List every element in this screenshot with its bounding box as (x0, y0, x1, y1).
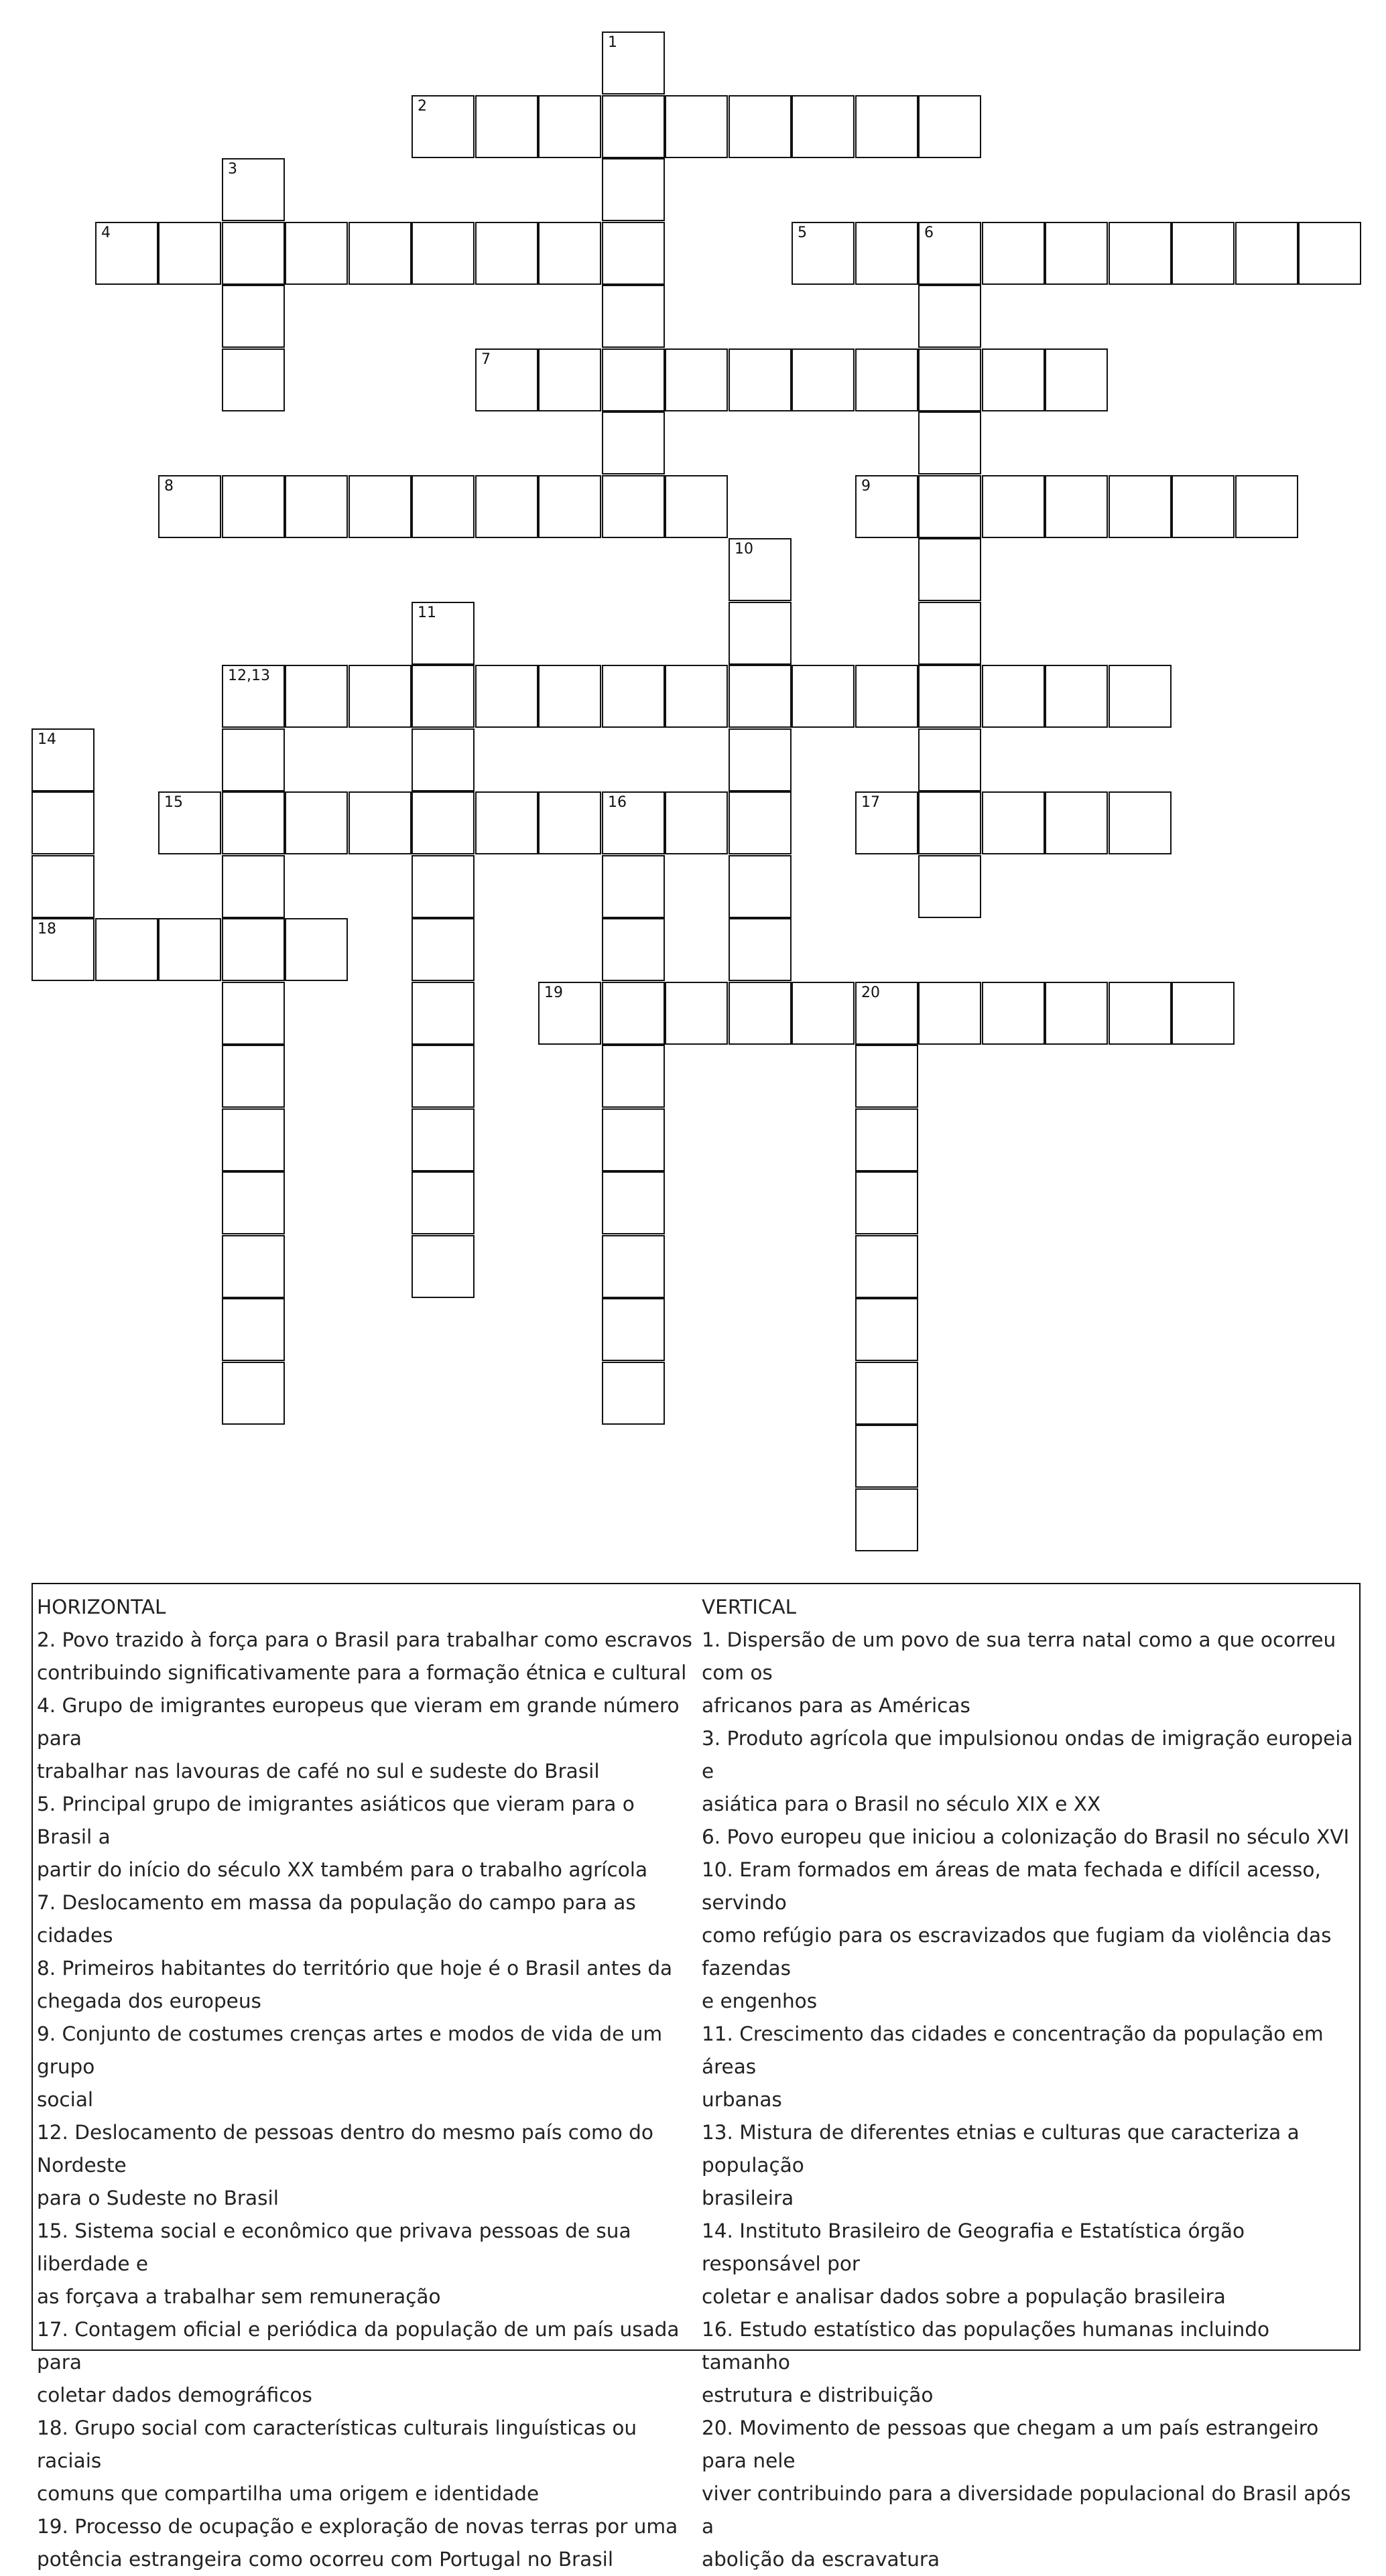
vertical-clue-line: 10. Eram formados em áreas de mata fechada e difícil acesso, servindo (702, 1858, 1321, 1914)
grid-cell[interactable] (95, 222, 158, 285)
grid-cell[interactable] (665, 982, 728, 1045)
grid-cell[interactable] (412, 475, 475, 538)
grid-cell[interactable] (918, 285, 981, 348)
horizontal-clue-line: as forçava a trabalhar sem remuneração (37, 2285, 441, 2308)
vertical-clue-line: 1. Dispersão de um povo de sua terra natal como a que ocorreu com os (702, 1628, 1336, 1684)
grid-cell[interactable] (475, 348, 538, 411)
grid-cell[interactable] (538, 791, 601, 854)
grid-cell[interactable] (412, 222, 475, 285)
grid-cell[interactable] (222, 918, 285, 981)
grid-cell[interactable] (538, 665, 601, 728)
clue-number: 6 (924, 224, 934, 241)
grid-cell[interactable] (285, 222, 348, 285)
grid-cell[interactable] (1045, 665, 1108, 728)
grid-cell[interactable] (729, 855, 792, 918)
vertical-clue-line: urbanas (702, 2088, 782, 2111)
grid-cell[interactable] (412, 728, 475, 791)
grid-cell[interactable] (412, 982, 475, 1045)
horizontal-clue-line: coletar dados demográficos (37, 2384, 312, 2406)
horizontal-clue-line: comuns que compartilha uma origem e identidade (37, 2482, 540, 2505)
clue-number: 19 (544, 984, 563, 1001)
clue-number: 1 (608, 34, 617, 51)
grid-cell[interactable] (918, 95, 981, 158)
grid-cell[interactable] (158, 222, 221, 285)
grid-cell[interactable] (412, 1108, 475, 1171)
grid-cell[interactable] (729, 538, 792, 601)
horizontal-clue-line: 12. Deslocamento de pessoas dentro do mesmo país como do Nordeste (37, 2121, 653, 2177)
grid-cell[interactable] (855, 1108, 918, 1171)
grid-cell[interactable] (982, 791, 1045, 854)
grid-cell[interactable] (918, 728, 981, 791)
grid-cell[interactable] (32, 855, 94, 918)
grid-cell[interactable] (602, 1298, 665, 1361)
grid-cell[interactable] (1109, 791, 1172, 854)
grid-cell[interactable] (222, 665, 285, 728)
grid-cell[interactable] (855, 95, 918, 158)
grid-cell[interactable] (982, 348, 1045, 411)
grid-cell[interactable] (729, 791, 792, 854)
grid-cell[interactable] (729, 665, 792, 728)
grid-cell[interactable] (222, 982, 285, 1045)
grid-cell[interactable] (982, 665, 1045, 728)
grid-cell[interactable] (792, 222, 855, 285)
grid-cell[interactable] (538, 222, 601, 285)
grid-cell[interactable] (855, 348, 918, 411)
grid-cell[interactable] (602, 1171, 665, 1234)
horizontal-clue-line: 17. Contagem oficial e periódica da população de um país usada para (37, 2318, 680, 2374)
grid-cell[interactable] (349, 475, 412, 538)
grid-cell[interactable] (538, 475, 601, 538)
clue-number: 3 (228, 161, 237, 178)
grid-cell[interactable] (538, 348, 601, 411)
clue-number: 4 (101, 224, 111, 241)
vertical-clue-line: brasileira (702, 2187, 794, 2209)
grid-cell[interactable] (1109, 475, 1172, 538)
grid-cell[interactable] (222, 791, 285, 854)
grid-cell[interactable] (1172, 982, 1235, 1045)
grid-cell[interactable] (855, 475, 918, 538)
grid-cell[interactable] (158, 791, 221, 854)
grid-cell[interactable] (855, 1298, 918, 1361)
grid-cell[interactable] (222, 348, 285, 411)
horizontal-clue-line: trabalhar nas lavouras de café no sul e sudeste do Brasil (37, 1760, 600, 1783)
grid-cell[interactable] (475, 791, 538, 854)
grid-cell[interactable] (665, 348, 728, 411)
horizontal-clue-line: para o Sudeste no Brasil (37, 2187, 279, 2209)
grid-cell[interactable] (602, 411, 665, 474)
grid-cell[interactable] (285, 791, 348, 854)
horizontal-clue-line: 15. Sistema social e econômico que privava pessoas de sua liberdade e (37, 2219, 631, 2275)
grid-cell[interactable] (412, 1045, 475, 1108)
grid-cell[interactable] (412, 1171, 475, 1234)
grid-cell[interactable] (538, 982, 601, 1045)
clue-number: 11 (418, 604, 436, 621)
grid-cell[interactable] (158, 475, 221, 538)
grid-cell[interactable] (1109, 665, 1172, 728)
horizontal-clue-line: 8. Primeiros habitantes do território que hoje é o Brasil antes da (37, 1957, 673, 1980)
grid-cell[interactable] (222, 158, 285, 221)
grid-cell[interactable] (1045, 791, 1108, 854)
grid-cell[interactable] (855, 1235, 918, 1298)
grid-cell[interactable] (222, 475, 285, 538)
grid-cell[interactable] (412, 665, 475, 728)
grid-cell[interactable] (602, 1045, 665, 1108)
horizontal-clue-line: potência estrangeira como ocorreu com Portugal no Brasil (37, 2548, 614, 2571)
grid-cell[interactable] (729, 982, 792, 1045)
grid-cell[interactable] (602, 791, 665, 854)
clue-number: 10 (735, 541, 753, 558)
grid-cell[interactable] (95, 918, 158, 981)
grid-cell[interactable] (855, 222, 918, 285)
clue-number: 16 (608, 794, 627, 811)
grid-cell[interactable] (32, 918, 94, 981)
grid-cell[interactable] (475, 475, 538, 538)
grid-cell[interactable] (918, 855, 981, 918)
grid-cell[interactable] (602, 918, 665, 981)
grid-cell[interactable] (1172, 222, 1235, 285)
grid-cell[interactable] (729, 728, 792, 791)
grid-cell[interactable] (222, 855, 285, 918)
vertical-clue-line: 3. Produto agrícola que impulsionou ondas de imigração europeia e (702, 1727, 1353, 1783)
grid-cell[interactable] (285, 665, 348, 728)
vertical-clue-line: africanos para as Américas (702, 1694, 970, 1717)
vertical-clue-line: asiática para o Brasil no século XIX e XX (702, 1793, 1101, 1815)
grid-cell[interactable] (982, 222, 1045, 285)
grid-cell[interactable] (602, 982, 665, 1045)
grid-cell[interactable] (855, 1425, 918, 1488)
grid-cell[interactable] (1045, 348, 1108, 411)
vertical-clue-line: abolição da escravatura (702, 2548, 940, 2571)
grid-cell[interactable] (222, 222, 285, 285)
grid-cell[interactable] (412, 855, 475, 918)
grid-cell[interactable] (602, 1235, 665, 1298)
horizontal-clue-line: 2. Povo trazido à força para o Brasil para trabalhar como escravos (37, 1628, 692, 1651)
grid-cell[interactable] (1045, 222, 1108, 285)
grid-cell[interactable] (602, 95, 665, 158)
vertical-clue-line: e engenhos (702, 1990, 818, 2012)
grid-cell[interactable] (729, 918, 792, 981)
grid-cell[interactable] (349, 222, 412, 285)
grid-cell[interactable] (665, 665, 728, 728)
grid-cell[interactable] (222, 1045, 285, 1108)
grid-cell[interactable] (412, 918, 475, 981)
clue-number: 2 (418, 98, 427, 115)
horizontal-clue-line: 7. Deslocamento em massa da população do campo para as cidades (37, 1891, 636, 1947)
grid-cell[interactable] (222, 1235, 285, 1298)
grid-cell[interactable] (1045, 475, 1108, 538)
grid-cell[interactable] (855, 791, 918, 854)
grid-cell[interactable] (918, 475, 981, 538)
grid-cell[interactable] (602, 222, 665, 285)
grid-cell[interactable] (855, 1045, 918, 1108)
grid-cell[interactable] (855, 1171, 918, 1234)
grid-cell[interactable] (982, 475, 1045, 538)
grid-cell[interactable] (222, 1171, 285, 1234)
clue-number: 18 (38, 921, 56, 938)
grid-cell[interactable] (982, 982, 1045, 1045)
vertical-clue-line: 11. Crescimento das cidades e concentração da população em áreas (702, 2022, 1324, 2078)
grid-cell[interactable] (222, 1108, 285, 1171)
vertical-clue-line: coletar e analisar dados sobre a população brasileira (702, 2285, 1226, 2308)
grid-cell[interactable] (285, 918, 348, 981)
grid-cell[interactable] (665, 95, 728, 158)
vertical-clues (702, 1591, 1359, 2576)
clue-number: 9 (861, 478, 871, 495)
grid-cell[interactable] (855, 1488, 918, 1551)
grid-cell[interactable] (32, 791, 94, 854)
grid-cell[interactable] (602, 1362, 665, 1425)
grid-cell[interactable] (475, 222, 538, 285)
vertical-clue-line: 6. Povo europeu que iniciou a colonização do Brasil no século XVI (702, 1825, 1350, 1848)
grid-cell[interactable] (1298, 222, 1361, 285)
grid-cell[interactable] (918, 982, 981, 1045)
grid-cell[interactable] (918, 348, 981, 411)
grid-cell[interactable] (412, 1235, 475, 1298)
grid-cell[interactable] (349, 665, 412, 728)
horizontal-clue-line: 9. Conjunto de costumes crenças artes e modos de vida de um grupo (37, 2022, 663, 2078)
grid-cell[interactable] (602, 348, 665, 411)
vertical-clue-line: viver contribuindo para a diversidade populacional do Brasil após a (702, 2482, 1351, 2538)
grid-cell[interactable] (918, 411, 981, 474)
grid-cell[interactable] (475, 95, 538, 158)
grid-cell[interactable] (1235, 475, 1298, 538)
grid-cell[interactable] (412, 602, 475, 665)
grid-cell[interactable] (602, 665, 665, 728)
grid-cell[interactable] (602, 1108, 665, 1171)
clue-number: 7 (481, 351, 491, 368)
horizontal-clues (37, 1591, 694, 2576)
grid-cell[interactable] (538, 95, 601, 158)
vertical-clue-line: 20. Movimento de pessoas que chegam a um país estrangeiro para nele (702, 2417, 1319, 2472)
grid-cell[interactable] (792, 982, 855, 1045)
clue-number: 17 (861, 794, 880, 811)
grid-cell[interactable] (855, 1362, 918, 1425)
grid-cell[interactable] (602, 475, 665, 538)
horizontal-clue-line: chegada dos europeus (37, 1990, 261, 2012)
horizontal-heading: HORIZONTAL (37, 1596, 166, 1618)
grid-cell[interactable] (222, 285, 285, 348)
grid-cell[interactable] (855, 665, 918, 728)
grid-cell[interactable] (918, 602, 981, 665)
grid-cell[interactable] (222, 1362, 285, 1425)
vertical-clue-line: como refúgio para os escravizados que fugiam da violência das fazendas (702, 1924, 1332, 1980)
grid-cell[interactable] (792, 348, 855, 411)
grid-cell[interactable] (918, 665, 981, 728)
grid-cell[interactable] (602, 158, 665, 221)
grid-cell[interactable] (855, 982, 918, 1045)
horizontal-clue-line: 18. Grupo social com características culturais linguísticas ou raciais (37, 2417, 637, 2472)
grid-cell[interactable] (665, 791, 728, 854)
grid-cell[interactable] (602, 285, 665, 348)
grid-cell[interactable] (1235, 222, 1298, 285)
grid-cell[interactable] (475, 665, 538, 728)
horizontal-clue-line: 5. Principal grupo de imigrantes asiáticos que vieram para o Brasil a (37, 1793, 635, 1848)
grid-cell[interactable] (729, 348, 792, 411)
grid-cell[interactable] (602, 855, 665, 918)
horizontal-clue-line: contribuindo significativamente para a formação étnica e cultural (37, 1661, 687, 1684)
vertical-clue-line: 13. Mistura de diferentes etnias e culturas que caracteriza a população (702, 2121, 1300, 2177)
grid-cell[interactable] (729, 602, 792, 665)
clue-number: 12,13 (228, 667, 270, 684)
grid-cell[interactable] (918, 791, 981, 854)
grid-cell[interactable] (412, 791, 475, 854)
vertical-heading: VERTICAL (702, 1596, 797, 1618)
grid-cell[interactable] (32, 728, 94, 791)
clue-number: 8 (164, 478, 174, 495)
grid-cell[interactable] (1109, 982, 1172, 1045)
grid-cell[interactable] (792, 95, 855, 158)
grid-cell[interactable] (1172, 475, 1235, 538)
clue-number: 15 (164, 794, 183, 811)
grid-cell[interactable] (349, 791, 412, 854)
grid-cell[interactable] (918, 538, 981, 601)
clue-number: 20 (861, 984, 880, 1001)
grid-cell[interactable] (222, 728, 285, 791)
horizontal-clue-line: 4. Grupo de imigrantes europeus que vieram em grande número para (37, 1694, 680, 1750)
grid-cell[interactable] (222, 1298, 285, 1361)
grid-cell[interactable] (412, 95, 475, 158)
clue-number: 5 (798, 224, 807, 241)
grid-cell[interactable] (1045, 982, 1108, 1045)
vertical-clue-line: estrutura e distribuição (702, 2384, 934, 2406)
grid-cell[interactable] (792, 665, 855, 728)
grid-cell[interactable] (665, 475, 728, 538)
grid-cell[interactable] (285, 475, 348, 538)
horizontal-clue-line: 19. Processo de ocupação e exploração de novas terras por uma (37, 2515, 678, 2538)
grid-cell[interactable] (918, 222, 981, 285)
clue-number: 14 (38, 731, 56, 748)
grid-cell[interactable] (602, 31, 665, 94)
vertical-clue-line: 14. Instituto Brasileiro de Geografia e Estatística órgão responsável por (702, 2219, 1245, 2275)
grid-cell[interactable] (729, 95, 792, 158)
grid-cell[interactable] (1109, 222, 1172, 285)
horizontal-clue-line: social (37, 2088, 94, 2111)
clues-box (32, 1583, 1361, 2571)
grid-cell[interactable] (158, 918, 221, 981)
vertical-clue-line: 16. Estudo estatístico das populações humanas incluindo tamanho (702, 2318, 1270, 2374)
horizontal-clue-line: partir do início do século XX também para o trabalho agrícola (37, 1858, 648, 1881)
